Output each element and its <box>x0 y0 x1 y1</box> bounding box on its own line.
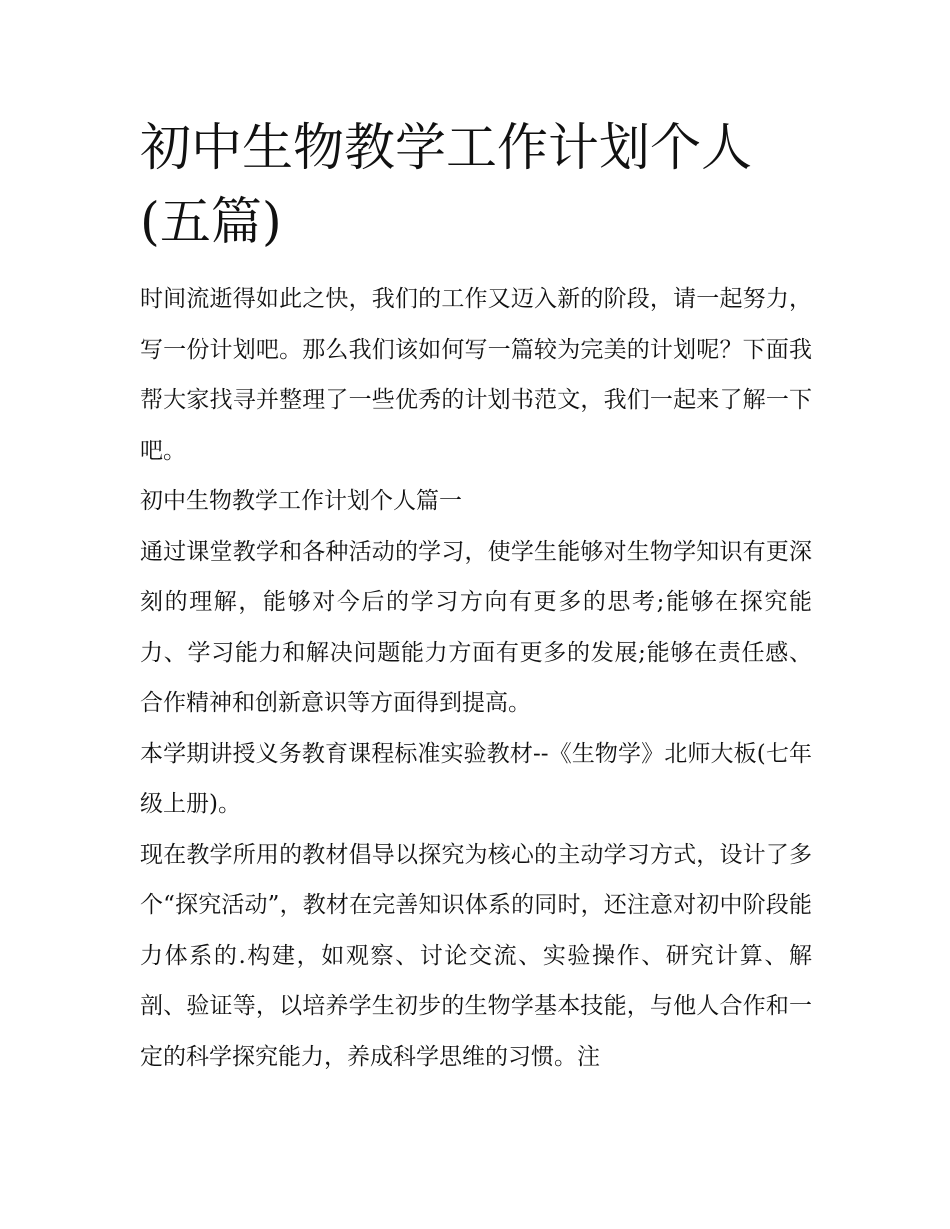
body-paragraph: 本学期讲授义务教育课程标准实验教材--《生物学》北师大板(七年级上册)。 <box>140 740 812 817</box>
body-paragraph: 通过课堂教学和各种活动的学习，使学生能够对生物学知识有更深刻的理解，能够对今后的学习方向有更多的思考;能够在探究能力、学习能力和解决问题能力方面有更多的发展;能够在责任感、合作精神和创新意识等方面得到提高。 <box>140 538 812 716</box>
document-body <box>140 112 812 1082</box>
body-paragraph: 现在教学所用的教材倡导以探究为核心的主动学习方式，设计了多个“探究活动”，教材在完善知识体系的同时，还注意对初中阶段能力体系的.构建，如观察、讨论交流、实验操作、研究计算、解剖、验证等，以培养学生初步的生物学基本技能，与他人合作和一定的科学探究能力，养成科学思维的习惯。注 <box>140 841 812 1070</box>
intro-paragraph: 时间流逝得如此之快，我们的工作又迈入新的阶段，请一起努力，写一份计划吧。那么我们该如何写一篇较为完美的计划呢？下面我帮大家找寻并整理了一些优秀的计划书范文，我们一起来了解一下吧。 <box>140 286 812 464</box>
section-heading: 初中生物教学工作计划个人篇一 <box>140 488 462 514</box>
document-title: 初中生物教学工作计划个人(五篇) <box>140 119 753 252</box>
